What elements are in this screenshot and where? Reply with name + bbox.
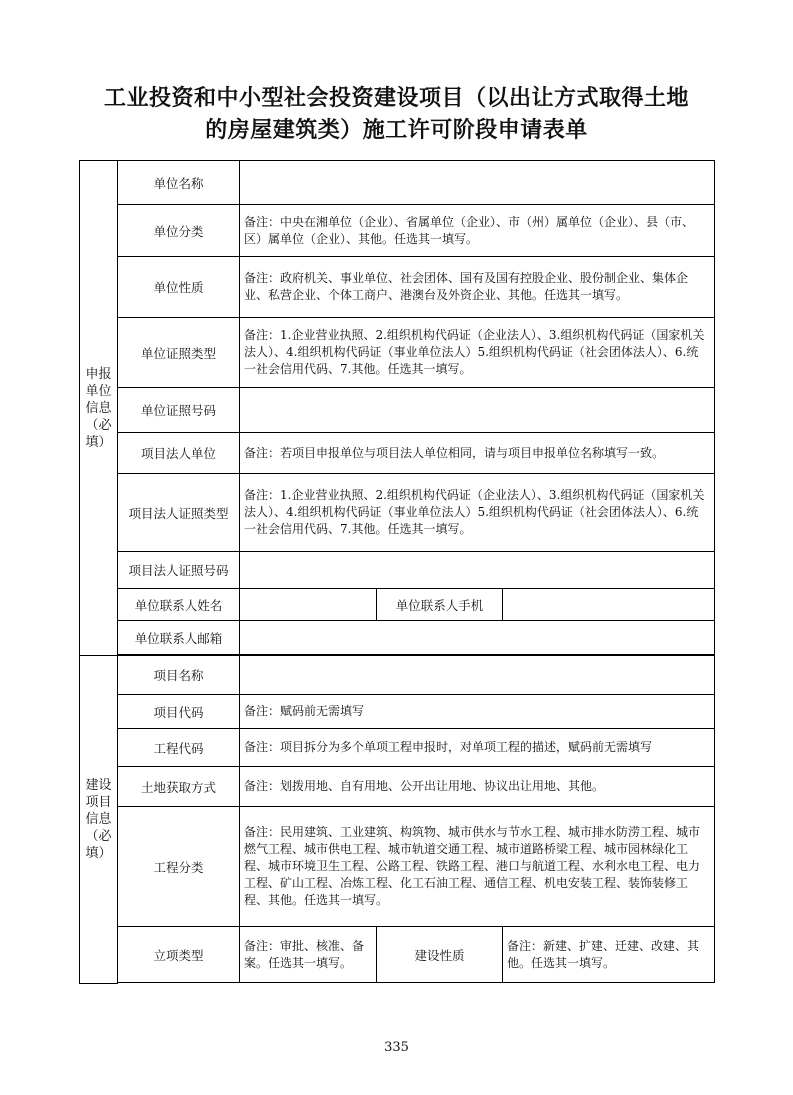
- unit-name-field[interactable]: [240, 161, 715, 205]
- legal-cert-number-field[interactable]: [240, 552, 715, 589]
- contact-email-field[interactable]: [240, 621, 715, 655]
- unit-category-field[interactable]: 备注：中央在湘单位（企业）、省属单位（企业）、市（州）属单位（企业）、县（市、区）属单位（企业）、其他。任选其一填写。: [240, 205, 715, 257]
- form-title: [60, 82, 733, 146]
- construction-nature-field[interactable]: 备注：新建、扩建、迁建、改建、其他。任选其一填写。: [503, 927, 715, 983]
- contact-email-label: 单位联系人邮箱: [118, 621, 240, 655]
- cert-type-label: 单位证照类型: [118, 318, 240, 388]
- page-number: 335: [384, 1040, 409, 1055]
- approval-type-field[interactable]: 备注：审批、核准、备案。任选其一填写。: [240, 927, 377, 983]
- applicant-section-label: 申报单位信息（必填）: [80, 161, 118, 656]
- project-name-label: 项目名称: [118, 656, 240, 695]
- cert-number-label: 单位证照号码: [118, 388, 240, 433]
- legal-cert-number-label: 项目法人证照号码: [118, 552, 240, 589]
- legal-unit-field[interactable]: 备注：若项目申报单位与项目法人单位相同，请与项目申报单位名称填写一致。: [240, 433, 715, 474]
- legal-unit-label: 项目法人单位: [118, 433, 240, 474]
- application-form-table: [79, 160, 715, 984]
- form-title-line-2: 的房屋建筑类）施工许可阶段申请表单: [205, 117, 588, 143]
- construction-nature-label: 建设性质: [377, 927, 503, 983]
- engineering-category-label: 工程分类: [118, 807, 240, 927]
- engineering-code-label: 工程代码: [118, 729, 240, 767]
- land-method-field[interactable]: 备注：划拨用地、自有用地、公开出让用地、协议出让用地、其他。: [240, 767, 715, 807]
- form-title-line-1: 工业投资和中小型社会投资建设项目（以出让方式取得土地: [103, 85, 689, 111]
- approval-type-label: 立项类型: [118, 927, 240, 983]
- contact-name-label: 单位联系人姓名: [118, 589, 240, 621]
- contact-name-field[interactable]: [240, 589, 377, 621]
- project-code-label: 项目代码: [118, 695, 240, 729]
- legal-cert-type-field[interactable]: 备注：1.企业营业执照、2.组织机构代码证（企业法人）、3.组织机构代码证（国家机关法人）、4.组织机构代码证（事业单位法人）5.组织机构代码证（社会团体法人）、6.统一社会信用代码、7.其他。任选其一填写。: [240, 474, 715, 552]
- project-code-field[interactable]: 备注：赋码前无需填写: [240, 695, 715, 729]
- project-section-label: 建设项目信息（必填）: [80, 656, 118, 984]
- engineering-category-field[interactable]: 备注：民用建筑、工业建筑、构筑物、城市供水与节水工程、城市排水防涝工程、城市燃气工程、城市供电工程、城市轨道交通工程、城市道路桥梁工程、城市园林绿化工程、城市环境卫生工程、公路工程、铁路工程、港口与航道工程、水利水电工程、电力工程、矿山工程、冶炼工程、化工石油工程、通信工程、机电安装工程、装饰装修工程、其他。任选其一填写。: [240, 807, 715, 927]
- unit-name-label: 单位名称: [118, 161, 240, 205]
- land-method-label: 土地获取方式: [118, 767, 240, 807]
- engineering-code-field[interactable]: 备注：项目拆分为多个单项工程申报时，对单项工程的描述，赋码前无需填写: [240, 729, 715, 767]
- cert-type-field[interactable]: 备注：1.企业营业执照、2.组织机构代码证（企业法人）、3.组织机构代码证（国家机关法人）、4.组织机构代码证（事业单位法人）5.组织机构代码证（社会团体法人）、6.统一社会信用代码、7.其他。任选其一填写。: [240, 318, 715, 388]
- unit-nature-label: 单位性质: [118, 257, 240, 318]
- cert-number-field[interactable]: [240, 388, 715, 433]
- unit-category-label: 单位分类: [118, 205, 240, 257]
- contact-phone-field[interactable]: [503, 589, 715, 621]
- project-name-field[interactable]: [240, 656, 715, 695]
- contact-phone-label: 单位联系人手机: [377, 589, 503, 621]
- legal-cert-type-label: 项目法人证照类型: [118, 474, 240, 552]
- unit-nature-field[interactable]: 备注：政府机关、事业单位、社会团体、国有及国有控股企业、股份制企业、集体企业、私营企业、个体工商户、港澳台及外资企业、其他。任选其一填写。: [240, 257, 715, 318]
- spacer: [118, 983, 715, 984]
